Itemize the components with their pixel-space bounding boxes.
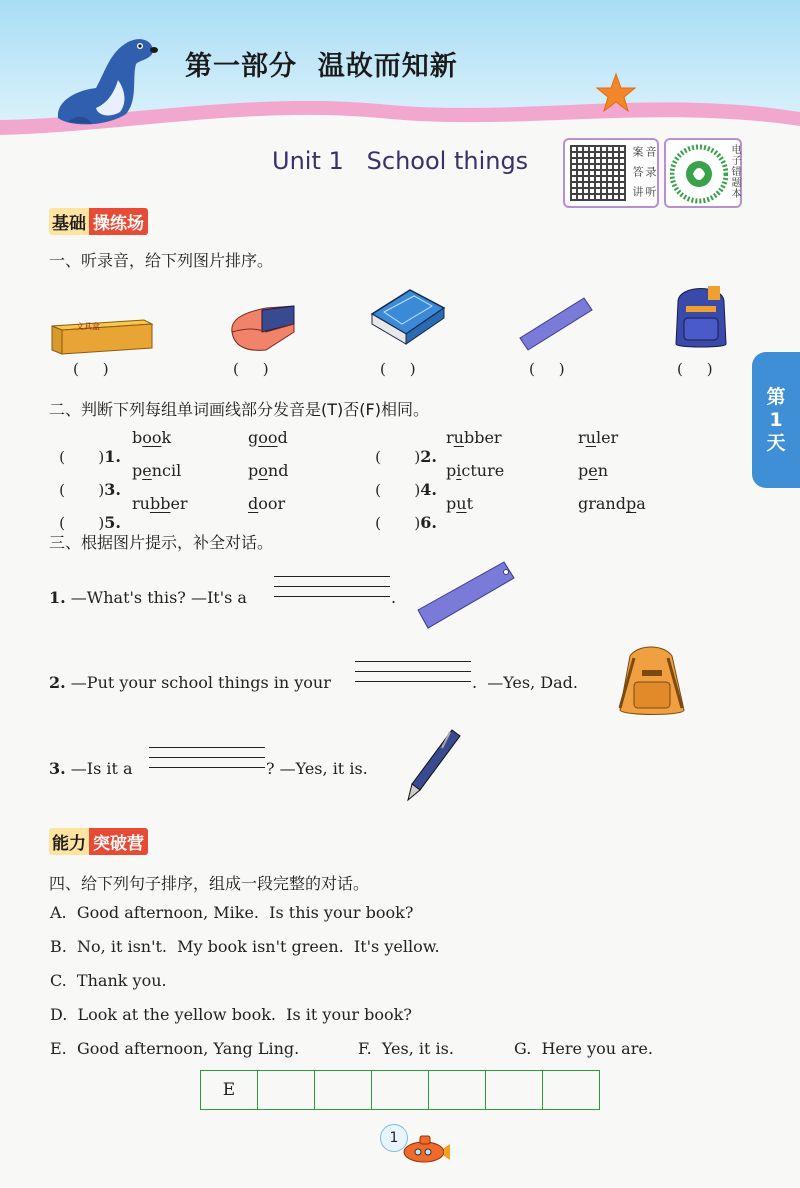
tf-word-1b: good (248, 428, 288, 447)
tf-paren[interactable]: ( ) (59, 481, 105, 499)
tf-word-5a: rubber (132, 494, 188, 513)
answer-blank-q1[interactable] (274, 576, 390, 606)
tf-item-5: ( )5. (59, 513, 121, 532)
tf-word-1a: book (132, 428, 172, 447)
tf-word-5b: door (248, 494, 286, 513)
order-answer-grid (200, 1070, 600, 1110)
schoolbag-icon (668, 278, 734, 350)
seal-mascot-icon (48, 30, 163, 130)
schoolbag-picture-icon (612, 642, 690, 718)
sentence-D: D. Look at the yellow book. Is it your book? (50, 1005, 412, 1024)
answer-cell-3[interactable] (315, 1071, 372, 1109)
starfish-icon (595, 72, 637, 114)
rubber-icon (226, 302, 298, 354)
section3-heading: 三、根据图片提示，补全对话。 (49, 533, 274, 552)
tf-paren[interactable]: ( ) (59, 514, 105, 532)
section2-heading: 二、判断下列每组单词画线部分发音是(T)否(F)相同。 (49, 400, 429, 419)
section1-heading: 一、听录音，给下列图片排序。 (49, 251, 274, 270)
answer-cell-1: E (201, 1071, 258, 1109)
dialogue-q3-end: ? —Yes, it is. (266, 759, 368, 778)
unit-title: Unit 1 School things (272, 147, 529, 175)
tf-word-3b: pond (248, 461, 289, 480)
answer-cell-7[interactable] (543, 1071, 599, 1109)
tf-item-6: ( )6. (375, 513, 437, 532)
section4-heading: 四、给下列句子排序，组成一段完整的对话。 (49, 874, 370, 893)
answer-blank-q3[interactable] (149, 747, 265, 777)
tf-paren[interactable]: ( ) (375, 448, 421, 466)
svg-text:文具盒: 文具盒 (76, 322, 100, 331)
sentence-C: C. Thank you. (50, 971, 167, 990)
sentence-B: B. No, it isn't. My book isn't green. It's yellow. (50, 937, 440, 956)
sentence-F: F. Yes, it is. (358, 1039, 454, 1058)
qr-code-icon (570, 145, 626, 201)
answer-paren-3[interactable]: ( ) (380, 360, 416, 378)
dialogue-q1: 1. —What's this? —It's a (49, 588, 253, 607)
dialogue-q1-end: . (391, 588, 397, 607)
tf-paren[interactable]: ( ) (59, 448, 105, 466)
answer-paren-1[interactable]: ( ) (73, 360, 109, 378)
page-number: 1 (380, 1124, 408, 1152)
tf-paren[interactable]: ( ) (375, 481, 421, 499)
sentence-E: E. Good afternoon, Yang Ling. (50, 1039, 300, 1058)
dialogue-q2-end: . —Yes, Dad. (472, 673, 578, 692)
answer-cell-6[interactable] (486, 1071, 543, 1109)
answer-paren-5[interactable]: ( ) (677, 360, 713, 378)
answer-blank-q2[interactable] (355, 661, 471, 691)
ruler-picture-icon (416, 560, 516, 632)
tf-word-6a: put (446, 494, 473, 513)
tf-item-2: ( )2. (375, 447, 437, 466)
tf-item-4: ( )4. (375, 480, 437, 499)
tf-paren[interactable]: ( ) (375, 514, 421, 532)
tf-word-4a: picture (446, 461, 505, 480)
tf-word-2a: rubber (446, 428, 502, 447)
dialogue-q3: 3. —Is it a (49, 759, 138, 778)
qr-code-listen[interactable] (563, 138, 659, 208)
answer-cell-2[interactable] (258, 1071, 315, 1109)
qr2-label: 电子错题本 (729, 144, 740, 199)
mini-program-code-icon (670, 144, 728, 204)
tf-item-3: ( )3. (59, 480, 121, 499)
tf-word-3a: pencil (132, 461, 182, 480)
pen-picture-icon (404, 728, 464, 804)
part-title: 第一部分 温故而知新 (185, 51, 458, 82)
badge-ability: 能力 突破营 (49, 828, 148, 854)
qr-label: 听讲 录答 音案 (631, 146, 657, 198)
book-icon (370, 288, 446, 346)
ruler-icon (518, 296, 594, 352)
sentence-G: G. Here you are. (514, 1039, 653, 1058)
answer-paren-4[interactable]: ( ) (529, 360, 565, 378)
sentence-A: A. Good afternoon, Mike. Is this your book? (50, 903, 414, 922)
submarine-icon (402, 1132, 450, 1164)
dialogue-q2: 2. —Put your school things in your (49, 673, 336, 692)
qr-code-error-book[interactable] (664, 138, 742, 208)
tf-word-4b: pen (578, 461, 609, 480)
answer-cell-5[interactable] (429, 1071, 486, 1109)
tf-word-2b: ruler (578, 428, 619, 447)
tf-word-6b: grandpa (578, 494, 646, 513)
badge-basic: 基础 操练场 (49, 208, 148, 234)
tf-item-1: ( )1. (59, 447, 121, 466)
pencil-box-icon (48, 316, 153, 356)
answer-cell-4[interactable] (372, 1071, 429, 1109)
answer-paren-2[interactable]: ( ) (233, 360, 269, 378)
day-tab: 第 1 天 (752, 352, 800, 488)
